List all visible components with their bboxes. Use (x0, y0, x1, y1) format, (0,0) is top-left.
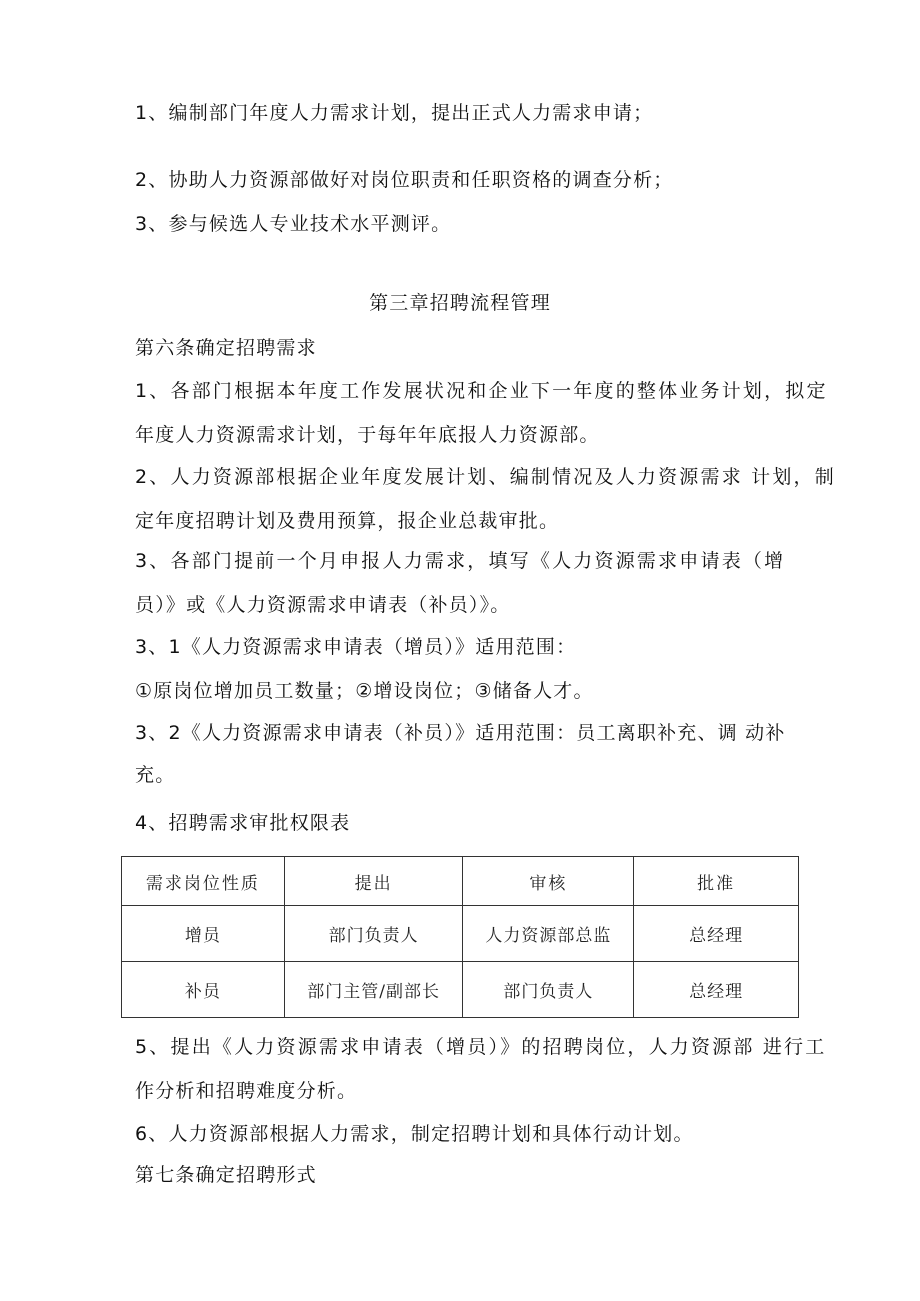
table-header-cell: 需求岗位性质 (122, 857, 285, 906)
table-cell: 总经理 (634, 906, 799, 962)
table-header-cell: 提出 (284, 857, 463, 906)
table-cell: 部门负责人 (284, 906, 463, 962)
table-cell: 人力资源部总监 (463, 906, 634, 962)
paragraph-line: 3、2《人力资源需求申请表（补员）》适用范围：员工离职补充、调 动补 (135, 722, 786, 744)
table-caption: 4、招聘需求审批权限表 (135, 812, 351, 834)
table-cell: 补员 (122, 962, 285, 1018)
paragraph-line: 3、各部门提前一个月申报人力需求，填写《人力资源需求申请表（增 (135, 550, 786, 572)
table-row (122, 906, 799, 962)
table-header-cell: 审核 (463, 857, 634, 906)
paragraph-line: 充。 (135, 764, 176, 786)
paragraph-line: 1、编制部门年度人力需求计划，提出正式人力需求申请； (135, 102, 654, 124)
paragraph-line: ①原岗位增加员工数量；②增设岗位；③储备人才。 (135, 680, 594, 702)
paragraph-line: 2、人力资源部根据企业年度发展计划、编制情况及人力资源需求 计划，制 (135, 466, 836, 488)
table-header-row (122, 857, 799, 906)
paragraph-line: 定年度招聘计划及费用预算，报企业总裁审批。 (135, 510, 560, 532)
paragraph-line: 1、各部门根据本年度工作发展状况和企业下一年度的整体业务计划，拟定 (135, 380, 828, 402)
paragraph-line: 作分析和招聘难度分析。 (135, 1080, 358, 1102)
paragraph-line: 6、人力资源部根据人力需求，制定招聘计划和具体行动计划。 (135, 1123, 694, 1145)
article-heading: 第七条确定招聘形式 (135, 1164, 317, 1186)
table-cell: 增员 (122, 906, 285, 962)
paragraph-line: 年度人力资源需求计划，于每年年底报人力资源部。 (135, 424, 600, 446)
paragraph-line: 5、提出《人力资源需求申请表（增员）》的招聘岗位，人力资源部 进行工 (135, 1036, 827, 1058)
paragraph-line: 2、协助人力资源部做好对岗位职责和任职资格的调查分析； (135, 169, 674, 191)
table-row (122, 962, 799, 1018)
table-cell: 部门主管/副部长 (284, 962, 463, 1018)
approval-authority-table (121, 856, 799, 1018)
article-heading: 第六条确定招聘需求 (135, 337, 317, 359)
paragraph-line: 3、1《人力资源需求申请表（增员）》适用范围： (135, 636, 577, 658)
paragraph-line: 员）》或《人力资源需求申请表（补员）》。 (135, 594, 511, 616)
paragraph-line: 3、参与候选人专业技术水平测评。 (135, 213, 452, 235)
table-header-cell: 批准 (634, 857, 799, 906)
table-cell: 部门负责人 (463, 962, 634, 1018)
table-cell: 总经理 (634, 962, 799, 1018)
chapter-heading: 第三章招聘流程管理 (369, 292, 551, 314)
